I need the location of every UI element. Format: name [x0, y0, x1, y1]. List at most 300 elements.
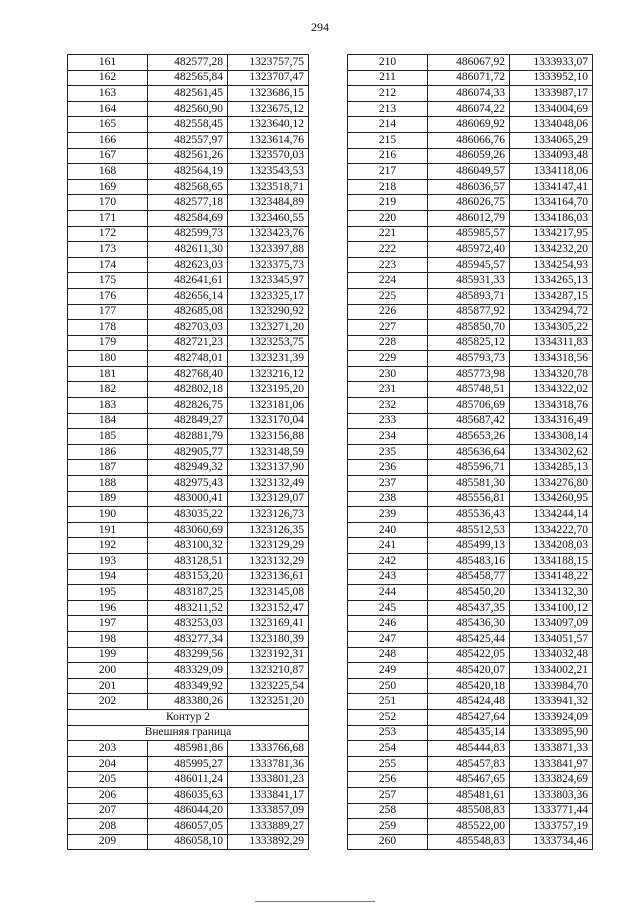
table-row	[348, 819, 593, 835]
table-row	[348, 164, 593, 180]
point-number-cell: 176	[68, 288, 148, 304]
x-coordinate-cell: 485420,18	[428, 678, 510, 694]
table-row	[68, 413, 309, 429]
x-coordinate-cell: 482564,19	[148, 164, 228, 180]
table-row	[68, 351, 309, 367]
point-number-cell: 168	[68, 164, 148, 180]
point-number-cell: 233	[348, 413, 428, 429]
table-row	[68, 476, 309, 492]
point-number-cell: 228	[348, 335, 428, 351]
table-row	[68, 522, 309, 538]
y-coordinate-cell: 1323325,17	[228, 288, 309, 304]
table-row	[68, 179, 309, 195]
table-row	[348, 132, 593, 148]
y-coordinate-cell: 1323484,89	[228, 195, 309, 211]
table-row	[68, 600, 309, 616]
table-row	[68, 101, 309, 117]
y-coordinate-cell: 1334208,03	[510, 538, 593, 554]
table-row	[68, 304, 309, 320]
table-row	[348, 834, 593, 850]
y-coordinate-cell: 1334132,30	[510, 585, 593, 601]
point-number-cell: 165	[68, 117, 148, 133]
x-coordinate-cell: 482599,73	[148, 226, 228, 242]
table-row	[348, 148, 593, 164]
point-number-cell: 218	[348, 179, 428, 195]
x-coordinate-cell: 485444,83	[428, 741, 510, 757]
x-coordinate-cell: 485522,00	[428, 819, 510, 835]
x-coordinate-cell: 485877,92	[428, 304, 510, 320]
x-coordinate-cell: 482881,79	[148, 429, 228, 445]
point-number-cell: 237	[348, 476, 428, 492]
y-coordinate-cell: 1333766,68	[228, 741, 309, 757]
table-row	[348, 741, 593, 757]
y-coordinate-cell: 1323290,92	[228, 304, 309, 320]
table-row	[68, 460, 309, 476]
y-coordinate-cell: 1333984,70	[510, 678, 593, 694]
point-number-cell: 195	[68, 585, 148, 601]
table-row	[68, 678, 309, 694]
table-row	[348, 678, 593, 694]
y-coordinate-cell: 1333781,36	[228, 756, 309, 772]
x-coordinate-cell: 486044,20	[148, 803, 228, 819]
point-number-cell: 209	[68, 834, 148, 850]
point-number-cell: 164	[68, 101, 148, 117]
point-number-cell: 225	[348, 288, 428, 304]
y-coordinate-cell: 1334065,29	[510, 132, 593, 148]
point-number-cell: 206	[68, 787, 148, 803]
point-number-cell: 260	[348, 834, 428, 850]
y-coordinate-cell: 1334048,06	[510, 117, 593, 133]
table-row	[68, 491, 309, 507]
x-coordinate-cell: 485420,07	[428, 663, 510, 679]
point-number-cell: 169	[68, 179, 148, 195]
point-number-cell: 240	[348, 522, 428, 538]
table-row	[68, 242, 309, 258]
y-coordinate-cell: 1323216,12	[228, 366, 309, 382]
point-number-cell: 181	[68, 366, 148, 382]
point-number-cell: 203	[68, 741, 148, 757]
y-coordinate-cell: 1323225,54	[228, 678, 309, 694]
point-number-cell: 248	[348, 647, 428, 663]
x-coordinate-cell: 482584,69	[148, 210, 228, 226]
y-coordinate-cell: 1334260,95	[510, 491, 593, 507]
x-coordinate-cell: 486011,24	[148, 772, 228, 788]
y-coordinate-cell: 1323271,20	[228, 320, 309, 336]
x-coordinate-cell: 482703,03	[148, 320, 228, 336]
y-coordinate-cell: 1334217,95	[510, 226, 593, 242]
point-number-cell: 246	[348, 616, 428, 632]
y-coordinate-cell: 1334147,41	[510, 179, 593, 195]
table-row	[68, 663, 309, 679]
table-row	[348, 772, 593, 788]
x-coordinate-cell: 483153,20	[148, 569, 228, 585]
x-coordinate-cell: 482768,40	[148, 366, 228, 382]
point-number-cell: 210	[348, 55, 428, 71]
y-coordinate-cell: 1334148,22	[510, 569, 593, 585]
point-number-cell: 201	[68, 678, 148, 694]
table-row	[68, 647, 309, 663]
x-coordinate-cell: 483253,03	[148, 616, 228, 632]
point-number-cell: 190	[68, 507, 148, 523]
x-coordinate-cell: 485596,71	[428, 460, 510, 476]
table-row	[68, 335, 309, 351]
y-coordinate-cell: 1323570,03	[228, 148, 309, 164]
table-row	[348, 86, 593, 102]
table-row	[68, 132, 309, 148]
table-row	[68, 117, 309, 133]
table-row	[68, 70, 309, 86]
x-coordinate-cell: 485985,57	[428, 226, 510, 242]
y-coordinate-cell: 1334318,76	[510, 398, 593, 414]
y-coordinate-cell: 1334276,80	[510, 476, 593, 492]
table-row	[348, 600, 593, 616]
x-coordinate-cell: 482623,03	[148, 257, 228, 273]
x-coordinate-cell: 485893,71	[428, 288, 510, 304]
table-row	[348, 569, 593, 585]
y-coordinate-cell: 1334244,14	[510, 507, 593, 523]
x-coordinate-cell: 482826,75	[148, 398, 228, 414]
x-coordinate-cell: 486012,79	[428, 210, 510, 226]
table-row	[68, 257, 309, 273]
y-coordinate-cell: 1333803,36	[510, 787, 593, 803]
x-coordinate-cell: 483128,51	[148, 554, 228, 570]
x-coordinate-cell: 485748,51	[428, 382, 510, 398]
point-number-cell: 253	[348, 725, 428, 741]
point-number-cell: 222	[348, 242, 428, 258]
y-coordinate-cell: 1333841,17	[228, 787, 309, 803]
x-coordinate-cell: 483329,09	[148, 663, 228, 679]
point-number-cell: 255	[348, 756, 428, 772]
x-coordinate-cell: 486069,92	[428, 117, 510, 133]
point-number-cell: 236	[348, 460, 428, 476]
table-row	[68, 55, 309, 71]
table-row	[68, 86, 309, 102]
x-coordinate-cell: 485435,14	[428, 725, 510, 741]
y-coordinate-cell: 1323423,76	[228, 226, 309, 242]
y-coordinate-cell: 1333734,46	[510, 834, 593, 850]
x-coordinate-cell: 483299,56	[148, 647, 228, 663]
x-coordinate-cell: 482577,18	[148, 195, 228, 211]
x-coordinate-cell: 485450,20	[428, 585, 510, 601]
x-coordinate-cell: 482748,01	[148, 351, 228, 367]
point-number-cell: 242	[348, 554, 428, 570]
x-coordinate-cell: 482949,32	[148, 460, 228, 476]
y-coordinate-cell: 1323210,87	[228, 663, 309, 679]
y-coordinate-cell: 1323251,20	[228, 694, 309, 710]
y-coordinate-cell: 1323126,73	[228, 507, 309, 523]
x-coordinate-cell: 485458,77	[428, 569, 510, 585]
y-coordinate-cell: 1333889,27	[228, 819, 309, 835]
table-row	[68, 756, 309, 772]
x-coordinate-cell: 482975,43	[148, 476, 228, 492]
point-number-cell: 192	[68, 538, 148, 554]
table-row	[348, 351, 593, 367]
x-coordinate-cell: 485427,64	[428, 709, 510, 725]
table-row	[348, 195, 593, 211]
table-row	[348, 585, 593, 601]
table-row	[348, 538, 593, 554]
point-number-cell: 177	[68, 304, 148, 320]
point-number-cell: 213	[348, 101, 428, 117]
x-coordinate-cell: 485425,44	[428, 631, 510, 647]
y-coordinate-cell: 1323757,75	[228, 55, 309, 71]
x-coordinate-cell: 486074,33	[428, 86, 510, 102]
table-row	[68, 585, 309, 601]
x-coordinate-cell: 483035,22	[148, 507, 228, 523]
table-row	[348, 647, 593, 663]
x-coordinate-cell: 485508,83	[428, 803, 510, 819]
y-coordinate-cell: 1334285,13	[510, 460, 593, 476]
table-row	[348, 507, 593, 523]
y-coordinate-cell: 1334118,06	[510, 164, 593, 180]
y-coordinate-cell: 1334002,21	[510, 663, 593, 679]
table-row	[348, 491, 593, 507]
table-row	[68, 834, 309, 850]
y-coordinate-cell: 1323156,88	[228, 429, 309, 445]
y-coordinate-cell: 1333941,32	[510, 694, 593, 710]
table-row	[68, 164, 309, 180]
point-number-cell: 163	[68, 86, 148, 102]
point-number-cell: 193	[68, 554, 148, 570]
table-row	[68, 569, 309, 585]
point-number-cell: 232	[348, 398, 428, 414]
y-coordinate-cell: 1334097,09	[510, 616, 593, 632]
y-coordinate-cell: 1334287,15	[510, 288, 593, 304]
table-row	[348, 756, 593, 772]
table-row	[68, 616, 309, 632]
x-coordinate-cell: 486058,10	[148, 834, 228, 850]
point-number-cell: 251	[348, 694, 428, 710]
point-number-cell: 238	[348, 491, 428, 507]
table-row	[348, 398, 593, 414]
y-coordinate-cell: 1334164,70	[510, 195, 593, 211]
y-coordinate-cell: 1334305,22	[510, 320, 593, 336]
x-coordinate-cell: 485536,43	[428, 507, 510, 523]
x-coordinate-cell: 482721,23	[148, 335, 228, 351]
x-coordinate-cell: 485481,61	[428, 787, 510, 803]
y-coordinate-cell: 1333871,33	[510, 741, 593, 757]
x-coordinate-cell: 483100,32	[148, 538, 228, 554]
y-coordinate-cell: 1323231,39	[228, 351, 309, 367]
point-number-cell: 214	[348, 117, 428, 133]
y-coordinate-cell: 1333841,97	[510, 756, 593, 772]
x-coordinate-cell: 485457,83	[428, 756, 510, 772]
table-row	[348, 709, 593, 725]
point-number-cell: 189	[68, 491, 148, 507]
y-coordinate-cell: 1334320,78	[510, 366, 593, 382]
table-row	[348, 335, 593, 351]
point-number-cell: 216	[348, 148, 428, 164]
x-coordinate-cell: 486036,57	[428, 179, 510, 195]
y-coordinate-cell: 1323543,53	[228, 164, 309, 180]
x-coordinate-cell: 485653,26	[428, 429, 510, 445]
point-number-cell: 256	[348, 772, 428, 788]
x-coordinate-cell: 485687,42	[428, 413, 510, 429]
table-row	[68, 631, 309, 647]
y-coordinate-cell: 1323180,39	[228, 631, 309, 647]
table-row	[68, 772, 309, 788]
y-coordinate-cell: 1334294,72	[510, 304, 593, 320]
x-coordinate-cell: 485512,53	[428, 522, 510, 538]
point-number-cell: 252	[348, 709, 428, 725]
y-coordinate-cell: 1323675,12	[228, 101, 309, 117]
y-coordinate-cell: 1333952,10	[510, 70, 593, 86]
x-coordinate-cell: 485850,70	[428, 320, 510, 336]
y-coordinate-cell: 1323132,49	[228, 476, 309, 492]
y-coordinate-cell: 1323375,73	[228, 257, 309, 273]
table-row	[68, 226, 309, 242]
table-row	[68, 210, 309, 226]
x-coordinate-cell: 485436,30	[428, 616, 510, 632]
y-coordinate-cell: 1334051,57	[510, 631, 593, 647]
point-number-cell: 171	[68, 210, 148, 226]
x-coordinate-cell: 482611,30	[148, 242, 228, 258]
table-row	[348, 522, 593, 538]
point-number-cell: 200	[68, 663, 148, 679]
x-coordinate-cell: 482685,08	[148, 304, 228, 320]
y-coordinate-cell: 1323129,29	[228, 538, 309, 554]
table-row	[68, 787, 309, 803]
table-row	[348, 444, 593, 460]
point-number-cell: 179	[68, 335, 148, 351]
table-row	[348, 554, 593, 570]
x-coordinate-cell: 485548,83	[428, 834, 510, 850]
point-number-cell: 175	[68, 273, 148, 289]
table-row	[348, 257, 593, 273]
x-coordinate-cell: 482656,14	[148, 288, 228, 304]
y-coordinate-cell: 1323181,06	[228, 398, 309, 414]
table-row	[348, 304, 593, 320]
table-row	[348, 288, 593, 304]
point-number-cell: 161	[68, 55, 148, 71]
x-coordinate-cell: 483211,52	[148, 600, 228, 616]
footer-rule	[255, 901, 375, 902]
point-number-cell: 174	[68, 257, 148, 273]
x-coordinate-cell: 485467,65	[428, 772, 510, 788]
y-coordinate-cell: 1323126,35	[228, 522, 309, 538]
x-coordinate-cell: 483060,69	[148, 522, 228, 538]
page-number: 294	[311, 20, 329, 34]
point-number-cell: 259	[348, 819, 428, 835]
x-coordinate-cell: 485981,86	[148, 741, 228, 757]
table-row	[68, 694, 309, 710]
point-number-cell: 257	[348, 787, 428, 803]
y-coordinate-cell: 1334318,56	[510, 351, 593, 367]
point-number-cell: 191	[68, 522, 148, 538]
x-coordinate-cell: 482558,45	[148, 117, 228, 133]
y-coordinate-cell: 1334232,20	[510, 242, 593, 258]
table-row	[348, 382, 593, 398]
table-row	[68, 320, 309, 336]
y-coordinate-cell: 1333757,19	[510, 819, 593, 835]
x-coordinate-cell: 482641,61	[148, 273, 228, 289]
point-number-cell: 187	[68, 460, 148, 476]
x-coordinate-cell: 483277,34	[148, 631, 228, 647]
table-row	[348, 226, 593, 242]
table-row	[348, 694, 593, 710]
x-coordinate-cell: 482568,65	[148, 179, 228, 195]
y-coordinate-cell: 1334254,93	[510, 257, 593, 273]
point-number-cell: 247	[348, 631, 428, 647]
point-number-cell: 194	[68, 569, 148, 585]
table-row	[348, 55, 593, 71]
x-coordinate-cell: 482565,84	[148, 70, 228, 86]
y-coordinate-cell: 1334308,14	[510, 429, 593, 445]
point-number-cell: 224	[348, 273, 428, 289]
table-row	[348, 631, 593, 647]
y-coordinate-cell: 1333857,09	[228, 803, 309, 819]
point-number-cell: 204	[68, 756, 148, 772]
x-coordinate-cell: 485422,05	[428, 647, 510, 663]
point-number-cell: 205	[68, 772, 148, 788]
point-number-cell: 258	[348, 803, 428, 819]
point-number-cell: 227	[348, 320, 428, 336]
y-coordinate-cell: 1323460,55	[228, 210, 309, 226]
x-coordinate-cell: 486049,57	[428, 164, 510, 180]
x-coordinate-cell: 482557,97	[148, 132, 228, 148]
table-row	[68, 819, 309, 835]
y-coordinate-cell: 1334093,48	[510, 148, 593, 164]
section-header-row	[68, 725, 309, 741]
x-coordinate-cell: 485483,16	[428, 554, 510, 570]
point-number-cell: 221	[348, 226, 428, 242]
point-number-cell: 166	[68, 132, 148, 148]
y-coordinate-cell: 1334188,15	[510, 554, 593, 570]
table-row	[68, 366, 309, 382]
table-row	[348, 273, 593, 289]
point-number-cell: 231	[348, 382, 428, 398]
x-coordinate-cell: 482577,28	[148, 55, 228, 71]
table-row	[348, 117, 593, 133]
y-coordinate-cell: 1323132,29	[228, 554, 309, 570]
point-number-cell: 226	[348, 304, 428, 320]
x-coordinate-cell: 485793,73	[428, 351, 510, 367]
y-coordinate-cell: 1333924,09	[510, 709, 593, 725]
x-coordinate-cell: 483349,92	[148, 678, 228, 694]
table-row	[348, 803, 593, 819]
point-number-cell: 197	[68, 616, 148, 632]
x-coordinate-cell: 485706,69	[428, 398, 510, 414]
table-row	[68, 554, 309, 570]
section-title: Контур 2	[68, 709, 309, 725]
table-row	[348, 70, 593, 86]
y-coordinate-cell: 1334032,48	[510, 647, 593, 663]
point-number-cell: 207	[68, 803, 148, 819]
table-row	[68, 398, 309, 414]
y-coordinate-cell: 1323614,76	[228, 132, 309, 148]
point-number-cell: 198	[68, 631, 148, 647]
section-header-row	[68, 709, 309, 725]
point-number-cell: 173	[68, 242, 148, 258]
table-row	[68, 507, 309, 523]
x-coordinate-cell: 485424,48	[428, 694, 510, 710]
point-number-cell: 178	[68, 320, 148, 336]
table-row	[68, 429, 309, 445]
table-row	[68, 273, 309, 289]
table-row	[348, 242, 593, 258]
y-coordinate-cell: 1333987,17	[510, 86, 593, 102]
x-coordinate-cell: 485972,40	[428, 242, 510, 258]
table-row	[68, 538, 309, 554]
table-row	[348, 101, 593, 117]
x-coordinate-cell: 485437,35	[428, 600, 510, 616]
point-number-cell: 183	[68, 398, 148, 414]
y-coordinate-cell: 1334316,49	[510, 413, 593, 429]
table-row	[68, 803, 309, 819]
y-coordinate-cell: 1334222,70	[510, 522, 593, 538]
x-coordinate-cell: 486057,05	[148, 819, 228, 835]
x-coordinate-cell: 485581,30	[428, 476, 510, 492]
